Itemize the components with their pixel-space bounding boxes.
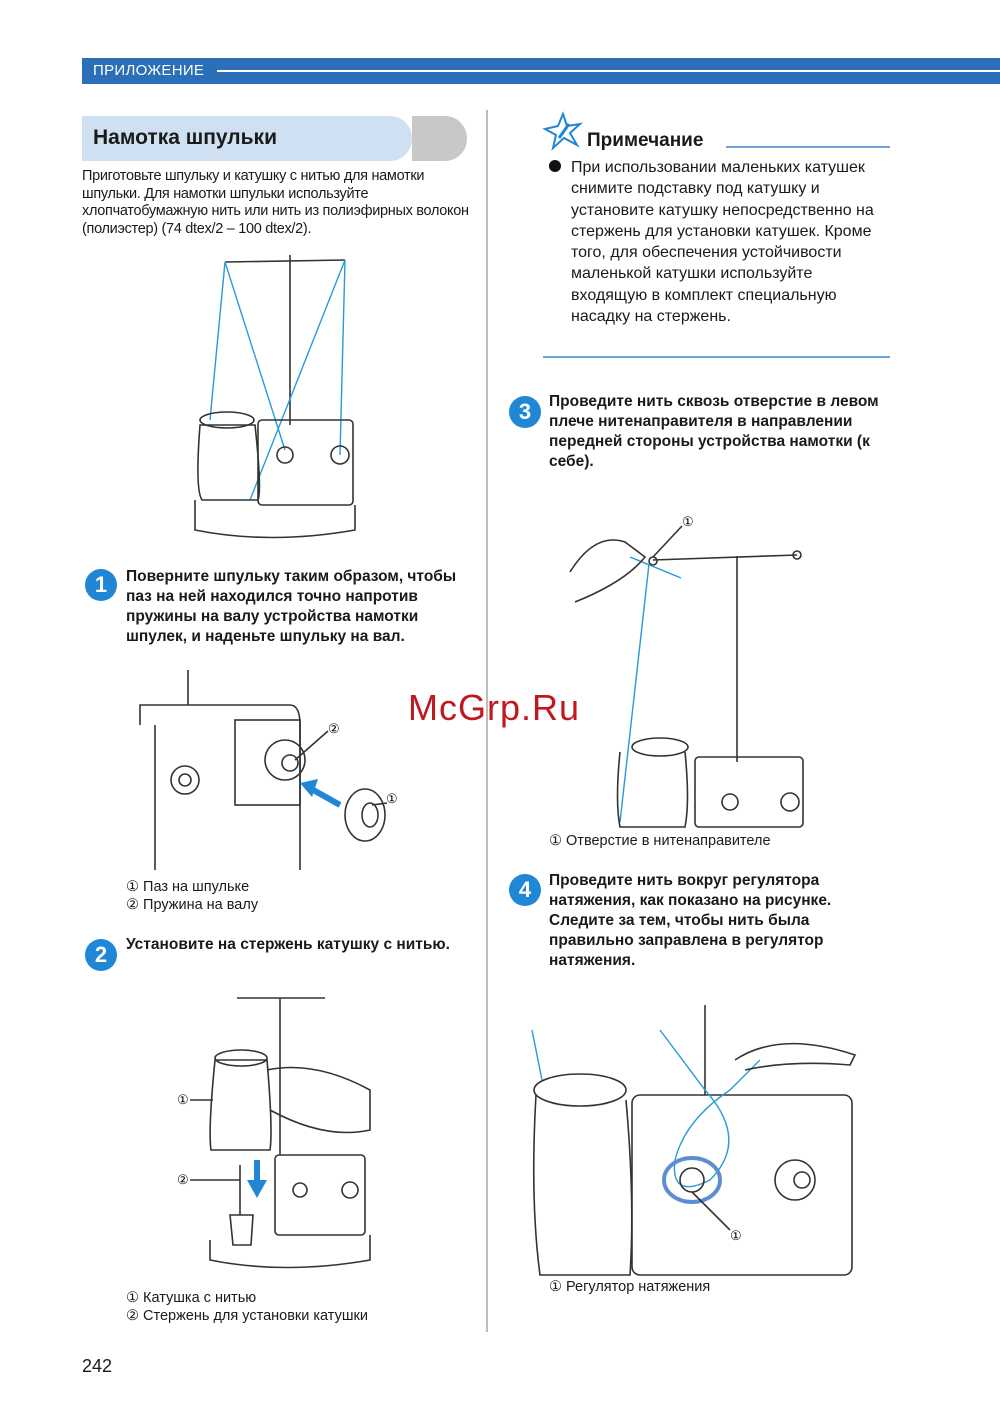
watermark: McGrp.Ru <box>408 687 581 728</box>
intro-paragraph: Приготовьте шпульку и катушку с нитью для намотки шпульки. Для намотки шпульки используйте хлопчатобумажную нить или нить из полиэфирных волокон (полиэстер) (74 dtex/2 – 100 dtex/2). <box>82 168 469 237</box>
step-4-text: Проведите нить вокруг регулятора натяжения, как показано на рисунке. Следите за тем, чтобы нить была правильно заправлена в регулятор натяжения. <box>549 872 832 969</box>
note-bullet <box>549 160 561 172</box>
step-3-caption-1: ① Отверстие в нитенаправителе <box>549 833 771 849</box>
callout-1: ① <box>682 514 694 529</box>
note-bottom-rule <box>543 356 890 358</box>
step-2-text: Установите на стержень катушку с нитью. <box>126 936 450 953</box>
callout-1: ① <box>730 1228 742 1243</box>
callout-1: ① <box>386 791 398 806</box>
step-2-number: 2 <box>85 939 117 971</box>
note-text: При использовании маленьких катушек снимите подставку под катушку и установите катушку непосредственно на стержень для установки катушек. Кроме того, для обеспечения устойчивости маленькой катушки используйте входящую в комплект специальную насадку на стержень. <box>571 159 874 326</box>
step-2-caption-2: ② Стержень для установки катушки <box>126 1308 368 1324</box>
step-2-caption-1: ① Катушка с нитью <box>126 1290 257 1306</box>
step-4-illustration <box>520 1000 855 1275</box>
page-number: 242 <box>82 1356 113 1376</box>
step-4-caption-1: ① Регулятор натяжения <box>549 1279 711 1295</box>
note-title-rule <box>726 146 890 148</box>
step-1-caption-2: ② Пружина на валу <box>126 897 259 913</box>
step-4-number: 4 <box>509 874 541 906</box>
step-1-text: Поверните шпульку таким образом, чтобы паз на ней находился точно напротив пружины на валу устройства намотки шпулек, и наденьте шпульку на вал. <box>126 568 457 645</box>
header-rule <box>217 70 1000 72</box>
callout-1: ① <box>177 1092 189 1107</box>
step-1-caption-1: ① Паз на шпульке <box>126 879 250 895</box>
page-title: Намотка шпульки <box>93 126 277 149</box>
bobbin-winder-illustration <box>190 250 360 540</box>
note-title: Примечание <box>587 130 704 151</box>
step-3-illustration <box>565 512 815 827</box>
step-2-illustration <box>175 990 375 1275</box>
section-label: ПРИЛОЖЕНИЕ <box>93 62 205 79</box>
step-1-number: 1 <box>85 569 117 601</box>
note-icon <box>543 112 583 152</box>
title-shadow <box>412 116 467 161</box>
step-3-text: Проведите нить сквозь отверстие в левом плече нитенаправителя в направлении передней стороны устройства намотки (к себе). <box>549 393 879 470</box>
step-3-number: 3 <box>509 396 541 428</box>
step-1-illustration <box>140 665 430 875</box>
callout-2: ② <box>177 1172 189 1187</box>
callout-2: ② <box>328 721 340 736</box>
